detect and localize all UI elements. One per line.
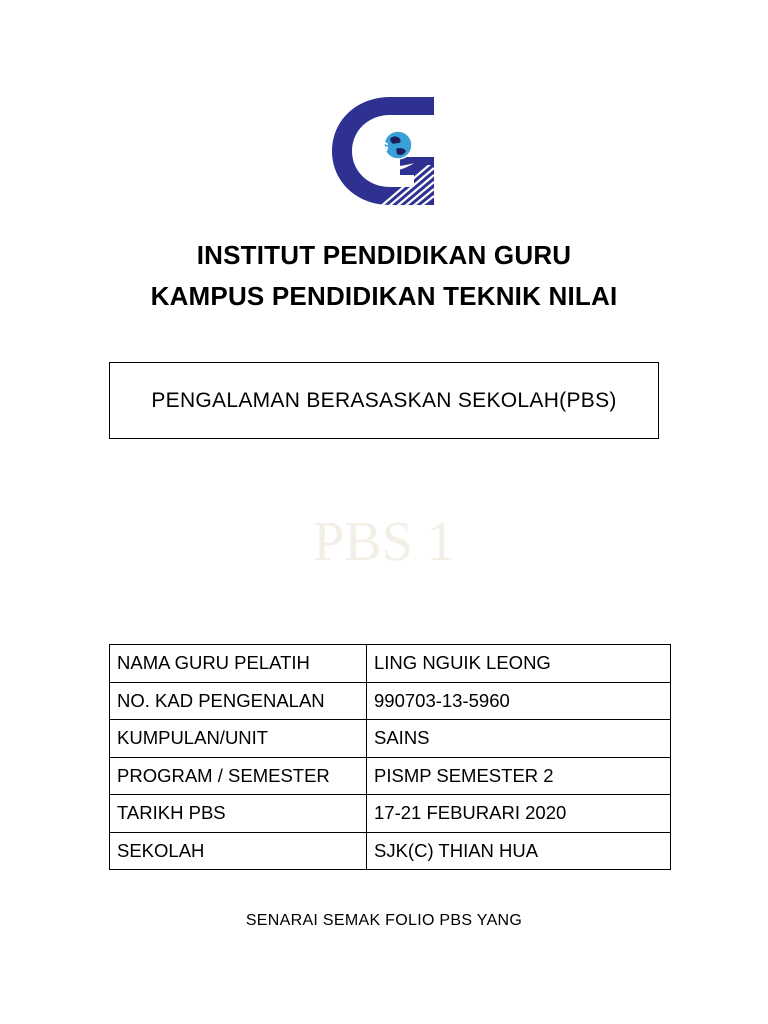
ipg-logo	[330, 95, 434, 207]
row-label: PROGRAM / SEMESTER	[110, 757, 367, 795]
table-row	[110, 795, 671, 833]
row-label: NAMA GURU PELATIH	[110, 645, 367, 683]
table-row	[110, 832, 671, 870]
checklist-heading: SENARAI SEMAK FOLIO PBS YANG	[245, 912, 523, 929]
row-value: PISMP SEMESTER 2	[367, 757, 671, 795]
table-row	[110, 682, 671, 720]
watermark-text: PBS 1	[313, 511, 455, 573]
row-label: SEKOLAH	[110, 832, 367, 870]
table-row	[110, 645, 671, 683]
document-title-box	[109, 362, 659, 439]
row-label: KUMPULAN/UNIT	[110, 720, 367, 758]
row-value: SJK(C) THIAN HUA	[367, 832, 671, 870]
document-title: PENGALAMAN BERASASKAN SEKOLAH(PBS)	[151, 388, 617, 412]
row-label: NO. KAD PENGENALAN	[110, 682, 367, 720]
row-value: SAINS	[367, 720, 671, 758]
info-table	[109, 644, 671, 870]
institution-name: INSTITUT PENDIDIKAN GURU	[196, 240, 572, 270]
row-value: 990703-13-5960	[367, 682, 671, 720]
table-row	[110, 757, 671, 795]
logo-text: iPG	[363, 139, 389, 156]
campus-name: KAMPUS PENDIDIKAN TEKNIK NILAI	[150, 281, 618, 311]
row-value: LING NGUIK LEONG	[367, 645, 671, 683]
table-row	[110, 720, 671, 758]
row-value: 17-21 FEBURARI 2020	[367, 795, 671, 833]
row-label: TARIKH PBS	[110, 795, 367, 833]
